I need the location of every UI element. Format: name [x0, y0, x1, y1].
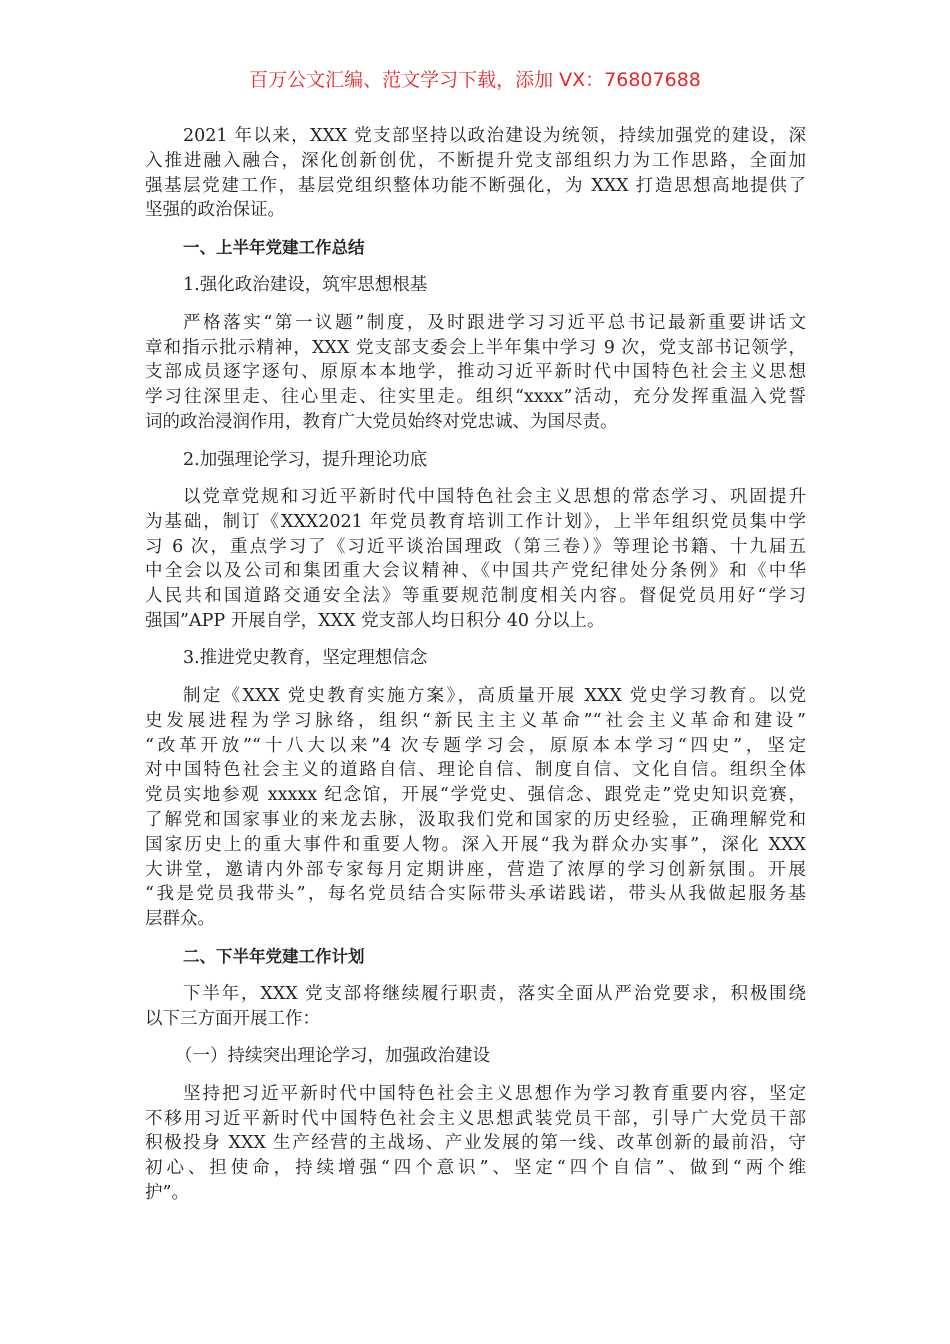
paragraph-line: 了解党和国家事业的来龙去脉，汲取我们党和国家的历史经验，正确理解党和 [145, 809, 806, 830]
document-body [145, 124, 806, 1219]
paragraph-line: 学习往深里走、往心里走、往实里走。组织“xxxx”活动，充分发挥重温入党誓 [145, 387, 806, 408]
paragraph-line: 习 6 次，重点学习了《习近平谈治国理政（第三卷）》等理论书籍、十九届五 [145, 536, 806, 557]
paragraph-line: 初心、担使命，持续增强“四个意识”、坚定“四个自信”、做到“两个维 [145, 1158, 806, 1179]
paragraph [145, 684, 806, 932]
paragraph [145, 124, 806, 223]
paragraph-line: 入推进融入融合，深化创新创优，不断提升党支部组织力为工作思路，全面加 [145, 150, 806, 171]
paragraph [145, 485, 806, 634]
paragraph-line: 党员实地参观 xxxxx 纪念馆，开展“学党史、强信念、跟党走”党史知识竞赛， [145, 785, 806, 806]
paragraph-line: 词的政治浸润作用，教育广大党员始终对党忠诚、为国尽责。 [145, 412, 618, 433]
paragraph-line: 章和指示批示精神，XXX 党支部支委会上半年集中学习 9 次，党支部书记领学， [145, 337, 806, 358]
paragraph-line: 以党章党规和习近平新时代中国特色社会主义思想的常态学习、巩固提升 [183, 487, 806, 507]
paragraph-line: 层群众。 [145, 909, 215, 930]
section-heading: 一、上半年党建工作总结 [183, 237, 365, 257]
paragraph-line: 支部成员逐字逐句、原原本本地学，推动习近平新时代中国特色社会主义思想 [145, 362, 806, 383]
paragraph-line: 护”。 [145, 1183, 189, 1204]
paragraph-line: 强国”APP 开展自学，XXX 党支部人均日积分 40 分以上。 [145, 610, 605, 631]
paragraph-line: “我是党员我带头”，每名党员结合实际带头承诺践诺，带头从我做起服务基 [145, 884, 806, 905]
paragraph-line: 大讲堂，邀请内外部专家每月定期讲座，营造了浓厚的学习创新氛围。开展 [145, 859, 806, 880]
section-heading: 二、下半年党建工作计划 [183, 946, 365, 966]
paragraph-line: 积极投身 XXX 生产经营的主战场、产业发展的第一线、改革创新的最前沿，守 [145, 1133, 806, 1154]
paragraph-line: 制定《XXX 党史教育实施方案》，高质量开展 XXX 党史学习教育。以党 [183, 685, 806, 706]
paragraph [145, 311, 806, 435]
paragraph-line: 坚强的政治保证。 [145, 200, 285, 221]
paragraph-line: 史发展进程为学习脉络，组织“新民主主义革命”“社会主义革命和建设” [145, 710, 806, 731]
paragraph-line: “改革开放”“十八大以来”4 次专题学习会，原原本本学习“四史”，坚定 [145, 735, 806, 756]
paragraph [145, 982, 806, 1032]
paragraph-line: 为基础，制订《XXX2021 年党员教育培训工作计划》，上半年组织党员集中学 [145, 511, 806, 532]
subsection-heading: （一）持续突出理论学习，加强政治建设 [175, 1046, 490, 1067]
paragraph-line: 严格落实“第一议题”制度，及时跟进学习习近平总书记最新重要讲话文 [183, 312, 806, 333]
paragraph-line: 下半年，XXX 党支部将继续履行职责，落实全面从严治党要求，积极围绕 [183, 984, 806, 1005]
paragraph-line: 国家历史上的重大事件和重要人物。深入开展“我为群众办实事”，深化 XXX [145, 834, 806, 855]
subsection-heading: 2.加强理论学习，提升理论功底 [183, 449, 428, 470]
subsection-heading: 1.强化政治建设，筑牢思想根基 [183, 275, 428, 296]
paragraph-line: 中全会以及公司和集团重大会议精神、《中国共产党纪律处分条例》和《中华 [145, 561, 806, 582]
paragraph-line: 对中国特色社会主义的道路自信、理论自信、制度自信、文化自信。组织全体 [145, 760, 806, 781]
watermark-banner: 百万公文汇编、范文学习下载，添加 VX：76807688 [249, 69, 701, 91]
paragraph-line: 不移用习近平新时代中国特色社会主义思想武装党员干部，引导广大党员干部 [145, 1108, 806, 1129]
subsection-heading: 3.推进党史教育，坚定理想信念 [183, 648, 428, 669]
paragraph-line: 以下三方面开展工作： [145, 1008, 320, 1029]
paragraph-line: 2021 年以来，XXX 党支部坚持以政治建设为统领，持续加强党的建设，深 [183, 126, 806, 146]
paragraph-line: 坚持把习近平新时代中国特色社会主义思想作为学习教育重要内容，坚定 [183, 1083, 806, 1104]
paragraph-line: 人民共和国道路交通安全法》等重要规范制度相关内容。督促党员用好“学习 [145, 586, 806, 607]
paragraph-line: 强基层党建工作，基层党组织整体功能不断强化，为 XXX 打造思想高地提供了 [145, 175, 806, 196]
paragraph [145, 1082, 806, 1206]
